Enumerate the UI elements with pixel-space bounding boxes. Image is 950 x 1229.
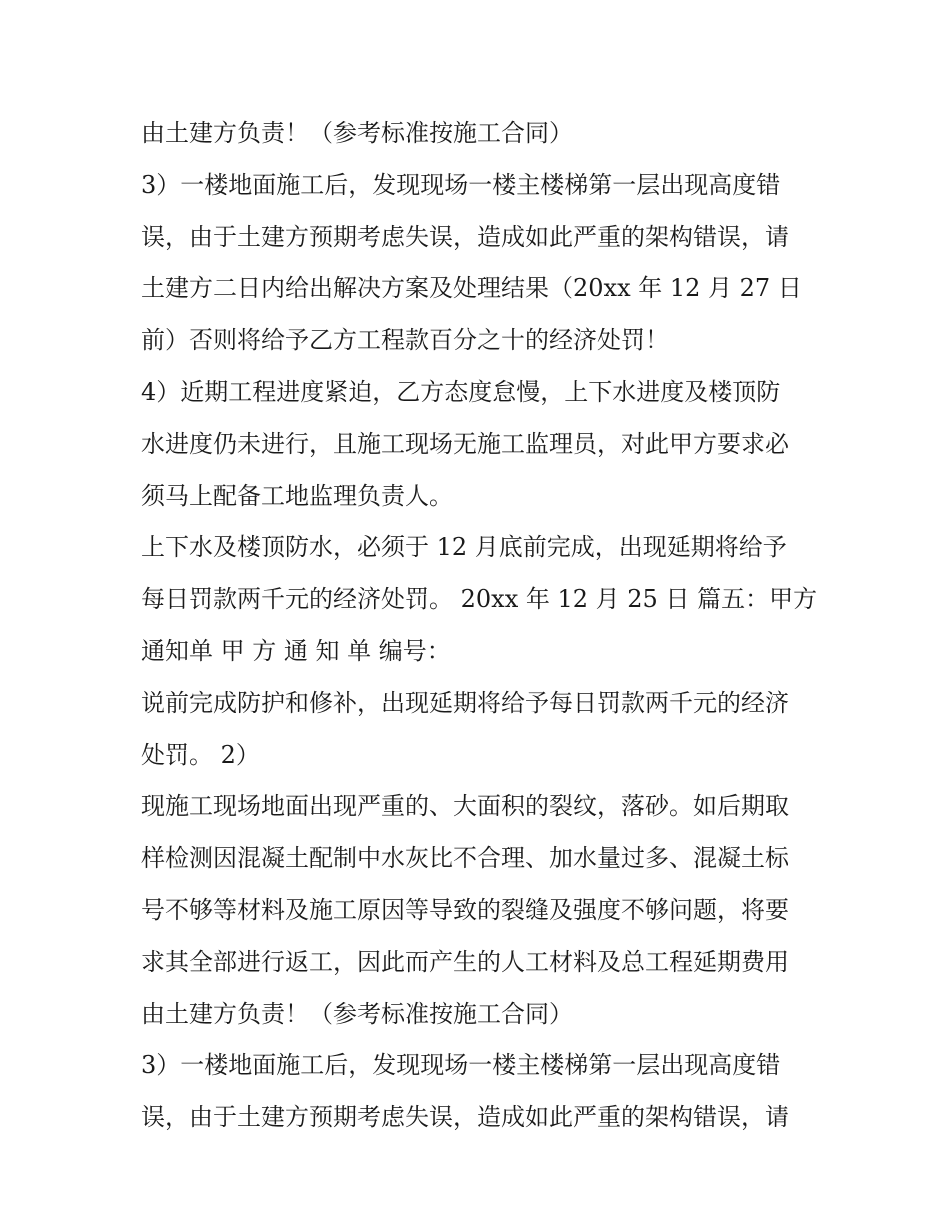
- text-line: 每日罚款两千元的经济处罚。 20xx 年 12 月 25 日 篇五：甲方: [141, 585, 818, 614]
- text-line: 误，由于土建方预期考虑失误，造成如此严重的架构错误，请: [141, 1103, 789, 1132]
- text-line: 现施工现场地面出现严重的、大面积的裂纹，落砂。如后期取: [141, 792, 789, 821]
- text-line: 前）否则将给予乙方工程款百分之十的经济处罚！: [141, 326, 669, 355]
- text-line: 样检测因混凝土配制中水灰比不合理、加水量过多、混凝土标: [141, 844, 789, 873]
- text-line: 由土建方负责！（参考标准按施工合同）: [141, 119, 573, 147]
- document-body: [141, 108, 821, 1144]
- text-line: 由土建方负责！（参考标准按施工合同）: [141, 999, 573, 1028]
- text-line: 上下水及楼顶防水，必须于 12 月底前完成，出现延期将给予: [141, 533, 787, 562]
- text-line: 通知单 甲 方 通 知 单 编号：: [141, 636, 451, 665]
- text-line: 处罚。 2）: [141, 740, 260, 769]
- text-line: 须马上配备工地监理负责人。: [141, 481, 453, 510]
- text-line: 号不够等材料及施工原因等导致的裂缝及强度不够问题，将要: [141, 895, 789, 924]
- text-line: 3）一楼地面施工后，发现现场一楼主楼梯第一层出现高度错: [141, 1051, 781, 1080]
- text-line: 水进度仍未进行，且施工现场无施工监理员，对此甲方要求必: [141, 429, 789, 458]
- text-line: 4）近期工程进度紧迫，乙方态度怠慢，上下水进度及楼顶防: [141, 377, 781, 406]
- text-line: 说前完成防护和修补，出现延期将给予每日罚款两千元的经济: [141, 688, 789, 717]
- text-line: 3）一楼地面施工后，发现现场一楼主楼梯第一层出现高度错: [141, 170, 781, 199]
- text-line: 误，由于土建方预期考虑失误，造成如此严重的架构错误，请: [141, 222, 789, 251]
- text-line: 求其全部进行返工，因此而产生的人工材料及总工程延期费用: [141, 947, 789, 976]
- text-line: 土建方二日内给出解决方案及处理结果（20xx 年 12 月 27 日: [141, 274, 802, 303]
